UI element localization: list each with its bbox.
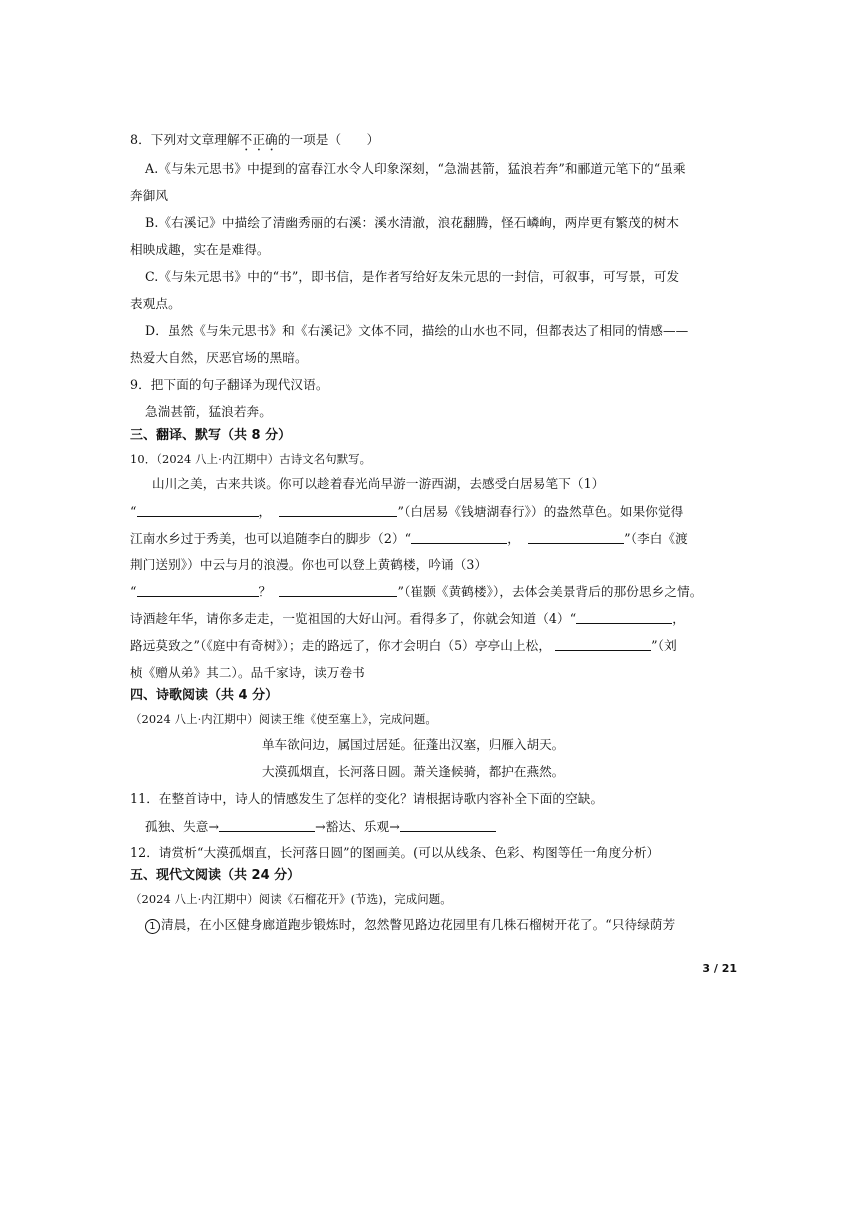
poem-intro: （2024 八上·内江期中）阅读王维《使至塞上》，完成问题。: [130, 712, 437, 726]
q9-stem: 9．把下面的句子翻译为现代汉语。: [130, 377, 329, 392]
q8-option-d-line1: D．虽然《与朱元思书》和《右溪记》文体不同，描绘的山水也不同，但都表达了相同的情感——: [145, 323, 689, 338]
paragraph-number-circle: 1: [145, 919, 160, 934]
q11-stem: 11．在整首诗中，诗人的情感发生了怎样的变化？请根据诗歌内容补全下面的空缺。: [130, 791, 604, 806]
q11-blank-1[interactable]: [219, 819, 315, 832]
q10-line1: 山川之美，古来共谈。你可以趁着春光尚早游一游西湖，去感受白居易笔下（1）: [152, 476, 605, 491]
q8-option-a-line2: 奔御风: [130, 188, 169, 203]
q10-line3: 江南水乡过于秀美，也可以追随李白的脚步（2）“ ， ”（李白《渡: [130, 531, 688, 546]
q10-line7: 路远莫致之”（《庭中有奇树》）；走的路远了，你才会明白（5）亭亭山上松， ”（刘: [130, 638, 677, 653]
q8-option-b-line2: 相映成趣，实在是难得。: [130, 242, 270, 257]
q8-option-c-line2: 表观点。: [130, 296, 181, 311]
q8-option-d-line2: 热爱大自然，厌恶官场的黑暗。: [130, 350, 308, 365]
q10-blank-4[interactable]: [576, 611, 672, 624]
q8-stem-pre: 8．下列对文章理解: [130, 132, 240, 147]
q10-blank-2b[interactable]: [528, 531, 624, 544]
q10-blank-1b[interactable]: [279, 504, 397, 517]
prose-intro: （2024 八上·内江期中）阅读《石榴花开》(节选)，完成问题。: [130, 892, 452, 906]
prose-paragraph-1: 1 清晨，在小区健身廊道跑步锻炼时，忽然瞥见路边花园里有几株石榴树开花了。“只待绿荫芳: [145, 917, 755, 934]
q8-option-b-line1: B.《右溪记》中描绘了清幽秀丽的右溪：溪水清澈，浪花翻腾，怪石嶙峋，两岸更有繁茂的树木: [145, 215, 679, 230]
q10-blank-3b[interactable]: [279, 584, 397, 597]
section-5-heading: 五、现代文阅读（共 24 分）: [130, 868, 301, 883]
q10-line6: 诗酒趁年华，请你多走走，一览祖国的大好山河。看得多了，你就会知道（4）“ ，: [130, 611, 685, 626]
page-number: 3 / 21: [702, 962, 737, 975]
q9-sentence: 急湍甚箭，猛浪若奔。: [145, 404, 272, 419]
q8-stem-emphasis: 不正确: [239, 132, 278, 147]
poem-line-2: 大漠孤烟直，长河落日圆。萧关逢候骑，都护在燕然。: [262, 764, 565, 779]
q11-blank-2[interactable]: [400, 819, 496, 832]
q8-stem-post: 的一项是（ ）: [277, 132, 380, 147]
q10-blank-2a[interactable]: [411, 531, 507, 544]
q8-option-a-line1: A.《与朱元思书》中提到的富春江水令人印象深刻，“急湍甚箭，猛浪若奔”和郦道元笔下的“虽乘: [145, 161, 686, 176]
q10-line2: “ ， ”（白居易《钱塘湖春行》）的盎然草色。如果你觉得: [130, 504, 684, 519]
q12-stem: 12．请赏析“大漠孤烟直，长河落日圆”的图画美。(可以从线条、色彩、构图等任一角度分析）: [130, 845, 660, 860]
section-3-heading: 三、翻译、默写（共 8 分）: [130, 428, 292, 443]
q10-blank-1a[interactable]: [137, 504, 259, 517]
q10-line5: “ ？ ”（崔颢《黄鹤楼》），去体会美景背后的那份思乡之情。: [130, 584, 703, 599]
q10-line4: 荆门送别》）中云与月的浪漫。你也可以登上黄鹤楼，吟诵（3）: [130, 557, 488, 572]
q8-stem: [130, 132, 740, 154]
q10-line8: 桢《赠从弟》其二）。品千家诗，读万卷书: [130, 665, 365, 680]
q10-blank-3a[interactable]: [137, 584, 259, 597]
q11-fill-line: 孤独、失意→ →豁达、乐观→: [145, 819, 755, 835]
poem-line-1: 单车欲问边，属国过居延。征蓬出汉塞，归雁入胡天。: [262, 737, 565, 752]
q8-option-c-line1: C.《与朱元思书》中的“书”，即书信，是作者写给好友朱元思的一封信，可叙事，可写景，可发: [145, 269, 680, 284]
q10-blank-5[interactable]: [555, 638, 651, 651]
q10-stem: 10．（2024 八上·内江期中）古诗文名句默写。: [130, 452, 372, 466]
section-4-heading: 四、诗歌阅读（共 4 分）: [130, 688, 279, 703]
